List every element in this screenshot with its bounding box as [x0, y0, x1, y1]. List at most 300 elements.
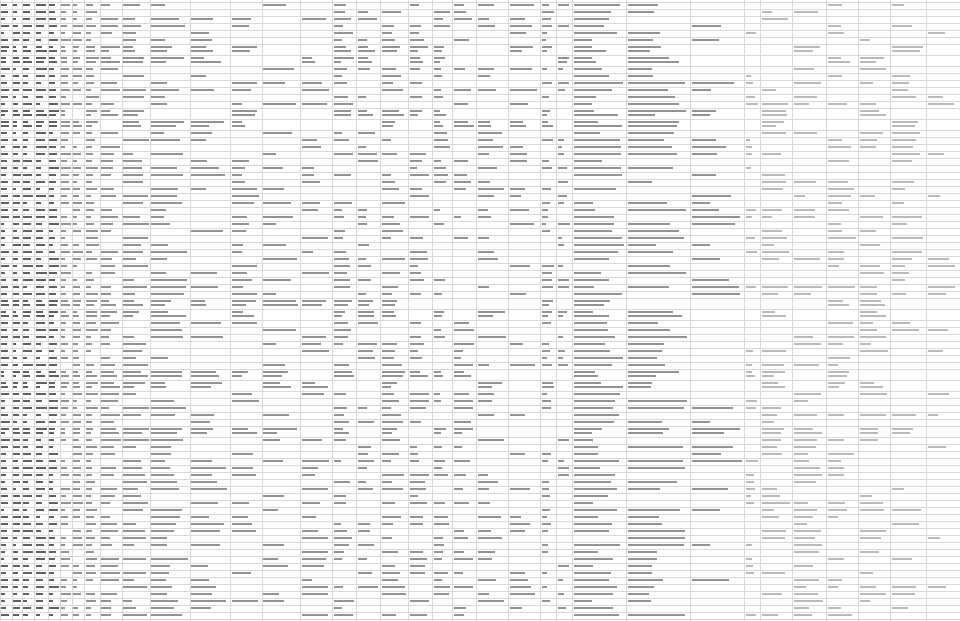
cell-text — [13, 315, 18, 317]
cell-text — [13, 125, 17, 127]
cell-text — [123, 139, 149, 141]
cell-text — [101, 25, 118, 27]
cell-text — [762, 530, 786, 532]
cell-text — [263, 216, 293, 218]
cell-text — [358, 279, 371, 281]
cell-text — [434, 89, 441, 91]
cell-text — [151, 565, 170, 567]
cell-text — [73, 25, 83, 27]
cell-text — [73, 230, 81, 232]
cell-text — [410, 188, 422, 190]
cell-text — [358, 114, 373, 116]
cell-text — [628, 209, 686, 211]
cell-text — [410, 237, 423, 239]
grid-row-line — [0, 228, 960, 229]
cell-text — [263, 202, 291, 204]
cell-text — [23, 393, 31, 395]
cell-text — [628, 523, 662, 525]
cell-text — [746, 209, 756, 211]
cell-text — [542, 311, 552, 313]
cell-text — [151, 25, 185, 27]
cell-text — [1, 523, 8, 525]
cell-text — [101, 446, 114, 448]
cell-text — [510, 586, 531, 588]
cell-text — [762, 244, 774, 246]
cell-text — [1, 350, 8, 352]
cell-text — [1, 600, 5, 602]
cell-text — [334, 286, 350, 288]
cell-text — [49, 386, 55, 388]
cell-text — [510, 146, 523, 148]
cell-text — [478, 558, 492, 560]
cell-text — [263, 188, 284, 190]
cell-text — [23, 343, 31, 345]
cell-text — [334, 32, 353, 34]
cell-text — [151, 453, 171, 455]
cell-text — [574, 350, 610, 352]
cell-text — [61, 279, 66, 281]
cell-text — [73, 474, 81, 476]
cell-text — [49, 393, 56, 395]
cell-text — [86, 315, 97, 317]
cell-text — [13, 82, 20, 84]
cell-text — [358, 146, 366, 148]
cell-text — [36, 322, 45, 324]
cell-text — [382, 202, 405, 204]
cell-text — [434, 174, 448, 176]
cell-text — [1, 375, 4, 377]
cell-text — [13, 481, 20, 483]
cell-text — [123, 181, 143, 183]
cell-text — [410, 572, 425, 574]
cell-text — [358, 467, 367, 469]
cell-text — [510, 153, 527, 155]
cell-text — [101, 364, 115, 366]
cell-text — [746, 167, 751, 169]
cell-text — [892, 593, 915, 595]
cell-text — [1, 329, 7, 331]
cell-text — [628, 565, 652, 567]
cell-text — [36, 364, 46, 366]
cell-text — [61, 432, 65, 434]
cell-text — [123, 488, 138, 490]
cell-text — [232, 432, 257, 434]
cell-text — [746, 371, 752, 373]
cell-text — [542, 509, 550, 511]
cell-text — [434, 279, 445, 281]
grid-row-line — [0, 165, 960, 166]
cell-text — [762, 315, 786, 317]
cell-text — [334, 114, 351, 116]
cell-text — [86, 25, 96, 27]
cell-text — [334, 407, 347, 409]
cell-text — [86, 230, 98, 232]
cell-text — [828, 265, 839, 267]
cell-text — [454, 572, 463, 574]
cell-text — [151, 382, 165, 384]
cell-text — [49, 600, 53, 602]
grid-row-line — [0, 130, 960, 131]
cell-text — [23, 329, 29, 331]
cell-text — [454, 586, 473, 588]
cell-text — [263, 371, 288, 373]
cell-text — [828, 304, 849, 306]
cell-text — [628, 50, 650, 52]
cell-text — [628, 481, 677, 483]
cell-text — [36, 516, 40, 518]
cell-text — [1, 336, 8, 338]
cell-text — [101, 614, 111, 616]
cell-text — [334, 375, 354, 377]
cell-text — [232, 286, 243, 288]
cell-text — [892, 607, 908, 609]
cell-text — [86, 565, 95, 567]
cell-text — [13, 304, 19, 306]
cell-text — [23, 414, 27, 416]
cell-text — [928, 96, 943, 98]
cell-text — [86, 146, 92, 148]
cell-text — [628, 421, 662, 423]
cell-text — [151, 209, 166, 211]
cell-text — [101, 407, 109, 409]
cell-text — [232, 523, 252, 525]
cell-text — [628, 509, 680, 511]
cell-text — [123, 375, 148, 377]
cell-text — [123, 57, 144, 59]
cell-text — [794, 565, 813, 567]
cell-text — [334, 251, 346, 253]
cell-text — [574, 432, 592, 434]
cell-text — [151, 258, 167, 260]
cell-text — [542, 393, 547, 395]
cell-text — [302, 488, 328, 490]
cell-text — [454, 488, 463, 490]
cell-text — [382, 453, 399, 455]
cell-text — [13, 311, 16, 313]
cell-text — [628, 558, 657, 560]
cell-text — [334, 322, 348, 324]
cell-text — [232, 195, 259, 197]
cell-text — [302, 382, 315, 384]
cell-text — [628, 61, 679, 63]
cell-text — [434, 460, 445, 462]
cell-text — [692, 579, 729, 581]
cell-text — [101, 300, 109, 302]
cell-text — [454, 39, 469, 41]
cell-text — [628, 121, 679, 123]
cell-text — [101, 315, 110, 317]
cell-text — [36, 544, 44, 546]
cell-text — [762, 188, 783, 190]
grid-row-line — [0, 23, 960, 24]
cell-text — [794, 181, 816, 183]
cell-text — [1, 460, 6, 462]
cell-text — [13, 509, 19, 511]
cell-text — [73, 18, 77, 20]
cell-text — [23, 50, 31, 52]
cell-text — [13, 322, 20, 324]
cell-text — [434, 579, 442, 581]
cell-text — [692, 407, 733, 409]
cell-text — [23, 382, 27, 384]
cell-text — [794, 481, 816, 483]
cell-text — [382, 364, 402, 366]
cell-text — [860, 57, 884, 59]
cell-text — [828, 375, 847, 377]
grid-row-line — [0, 30, 960, 31]
cell-text — [36, 600, 43, 602]
cell-text — [263, 509, 278, 511]
cell-text — [334, 139, 349, 141]
cell-text — [358, 132, 375, 134]
cell-text — [334, 57, 354, 59]
cell-text — [36, 272, 47, 274]
cell-text — [454, 364, 473, 366]
cell-text — [191, 607, 211, 609]
cell-text — [434, 167, 446, 169]
cell-text — [13, 272, 17, 274]
cell-text — [86, 375, 97, 377]
cell-text — [334, 502, 346, 504]
cell-text — [828, 286, 855, 288]
cell-text — [478, 125, 491, 127]
cell-text — [628, 230, 679, 232]
cell-text — [762, 350, 786, 352]
cell-text — [151, 558, 188, 560]
cell-text — [23, 153, 27, 155]
cell-text — [828, 357, 850, 359]
cell-text — [334, 265, 350, 267]
cell-text — [302, 18, 326, 20]
cell-text — [382, 537, 392, 539]
cell-text — [302, 300, 326, 302]
cell-text — [628, 11, 654, 13]
cell-text — [232, 174, 242, 176]
cell-text — [860, 393, 887, 395]
grid-row-line — [0, 507, 960, 508]
cell-text — [36, 343, 41, 345]
cell-text — [101, 132, 118, 134]
cell-text — [478, 153, 489, 155]
cell-text — [542, 167, 552, 169]
grid-row-line — [0, 179, 960, 180]
cell-text — [263, 414, 289, 416]
cell-text — [334, 523, 341, 525]
cell-text — [73, 202, 82, 204]
cell-text — [542, 364, 552, 366]
cell-text — [61, 57, 67, 59]
grid-row-line — [0, 341, 960, 342]
cell-text — [542, 481, 549, 483]
cell-text — [334, 272, 347, 274]
cell-text — [574, 467, 600, 469]
cell-text — [542, 453, 551, 455]
cell-text — [101, 357, 110, 359]
cell-text — [542, 350, 550, 352]
cell-text — [13, 286, 19, 288]
cell-text — [478, 530, 491, 532]
cell-text — [13, 336, 20, 338]
cell-text — [123, 600, 132, 602]
cell-text — [334, 530, 347, 532]
cell-text — [49, 460, 56, 462]
cell-text — [628, 488, 660, 490]
cell-text — [574, 343, 605, 345]
cell-text — [13, 350, 16, 352]
cell-text — [1, 432, 5, 434]
cell-text — [123, 382, 145, 384]
cell-text — [101, 68, 118, 70]
cell-text — [382, 125, 393, 127]
cell-text — [892, 25, 912, 27]
cell-text — [23, 495, 32, 497]
cell-text — [574, 160, 602, 162]
cell-text — [358, 572, 372, 574]
cell-text — [358, 586, 378, 588]
cell-text — [73, 209, 80, 211]
cell-text — [1, 322, 8, 324]
cell-text — [746, 481, 754, 483]
cell-text — [61, 350, 65, 352]
cell-text — [828, 579, 842, 581]
cell-text — [1, 209, 8, 211]
cell-text — [478, 286, 489, 288]
cell-text — [13, 132, 16, 134]
cell-text — [86, 530, 92, 532]
grid-row-line — [0, 535, 960, 536]
cell-text — [478, 474, 488, 476]
cell-text — [36, 474, 43, 476]
cell-text — [558, 593, 564, 595]
cell-text — [628, 265, 670, 267]
cell-text — [86, 537, 95, 539]
cell-text — [478, 364, 489, 366]
cell-text — [454, 68, 465, 70]
cell-text — [13, 329, 18, 331]
cell-text — [510, 50, 522, 52]
cell-text — [49, 216, 57, 218]
cell-text — [434, 558, 442, 560]
cell-text — [36, 82, 41, 84]
cell-text — [382, 188, 399, 190]
cell-text — [382, 89, 403, 91]
cell-text — [151, 614, 182, 616]
cell-text — [860, 439, 878, 441]
cell-text — [123, 460, 141, 462]
cell-text — [860, 336, 886, 338]
cell-text — [860, 432, 878, 434]
cell-text — [692, 146, 726, 148]
cell-text — [762, 453, 782, 455]
cell-text — [36, 315, 45, 317]
cell-text — [762, 209, 782, 211]
cell-text — [36, 132, 46, 134]
cell-text — [191, 188, 206, 190]
cell-text — [382, 230, 403, 232]
cell-text — [334, 421, 349, 423]
cell-text — [36, 495, 42, 497]
cell-text — [86, 160, 92, 162]
cell-text — [542, 407, 551, 409]
cell-text — [828, 209, 849, 211]
cell-text — [1, 125, 9, 127]
cell-text — [151, 188, 178, 190]
cell-text — [61, 537, 66, 539]
cell-text — [13, 230, 17, 232]
cell-text — [334, 153, 353, 155]
cell-text — [1, 516, 8, 518]
cell-text — [36, 375, 45, 377]
cell-text — [73, 537, 82, 539]
cell-text — [746, 251, 757, 253]
cell-text — [13, 428, 19, 430]
cell-text — [762, 121, 784, 123]
grid-row-line — [0, 249, 960, 250]
grid-row-line — [0, 235, 960, 236]
cell-text — [61, 428, 65, 430]
cell-text — [151, 251, 187, 253]
cell-text — [49, 382, 55, 384]
cell-text — [123, 265, 148, 267]
cell-text — [542, 82, 552, 84]
cell-text — [828, 586, 838, 588]
cell-text — [574, 357, 623, 359]
cell-text — [892, 50, 920, 52]
cell-text — [101, 336, 109, 338]
cell-text — [101, 146, 120, 148]
cell-text — [762, 125, 776, 127]
cell-text — [191, 75, 206, 77]
cell-text — [86, 407, 98, 409]
cell-text — [860, 230, 876, 232]
cell-text — [928, 153, 944, 155]
cell-text — [410, 216, 429, 218]
cell-text — [382, 382, 397, 384]
cell-text — [101, 114, 118, 116]
cell-text — [334, 4, 346, 6]
cell-text — [692, 174, 716, 176]
cell-text — [828, 502, 845, 504]
cell-text — [1, 453, 6, 455]
cell-text — [434, 96, 443, 98]
cell-text — [510, 103, 528, 105]
cell-text — [86, 57, 99, 59]
cell-text — [434, 18, 443, 20]
cell-text — [101, 82, 117, 84]
cell-text — [61, 265, 67, 267]
cell-text — [794, 400, 808, 402]
cell-text — [61, 223, 71, 225]
cell-text — [191, 272, 217, 274]
cell-text — [628, 39, 653, 41]
cell-text — [628, 350, 662, 352]
cell-text — [49, 364, 57, 366]
cell-text — [13, 209, 18, 211]
cell-text — [13, 495, 20, 497]
cell-text — [762, 230, 782, 232]
cell-text — [860, 315, 886, 317]
cell-text — [410, 407, 426, 409]
cell-text — [302, 537, 328, 539]
cell-text — [510, 265, 530, 267]
cell-text — [191, 375, 219, 377]
cell-text — [746, 544, 752, 546]
cell-text — [23, 32, 30, 34]
cell-text — [151, 400, 174, 402]
cell-text — [86, 600, 96, 602]
cell-text — [542, 4, 549, 6]
cell-text — [49, 467, 57, 469]
